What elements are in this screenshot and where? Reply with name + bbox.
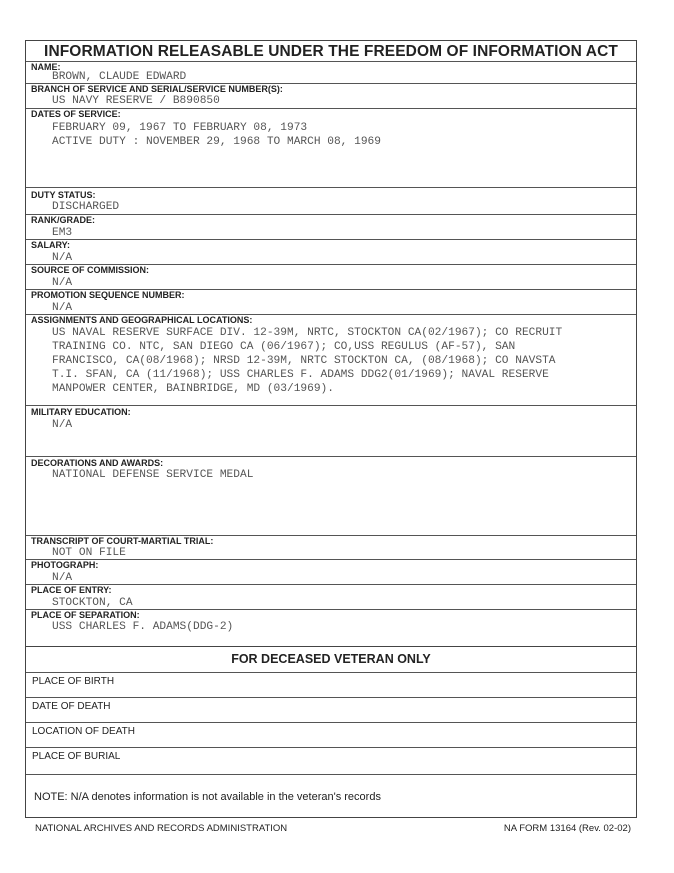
field-label: DECORATIONS AND AWARDS: [31,458,164,468]
field-location-of-death [26,722,636,747]
value-line: DISCHARGED [52,201,120,213]
value-line: EM3 [52,227,73,239]
field-duty-status [26,187,636,214]
field-dates-of-service [26,108,636,187]
date-of-death-label: DATE OF DEATH [32,701,111,712]
value-line: US NAVY RESERVE / B890850 [52,95,220,107]
field-value [52,276,72,290]
field-label: DATES OF SERVICE: [31,109,121,119]
value-line: ACTIVE DUTY : NOVEMBER 29, 1968 TO MARCH 08, 1969 [52,136,381,148]
field-value [52,94,220,108]
value-line: STOCKTON, CA [52,597,133,609]
location-of-death-label: LOCATION OF DEATH [32,726,135,737]
field-label: SALARY: [31,240,70,250]
field-source-of-commission [26,264,636,289]
field-value [52,546,126,560]
field-military-education [26,405,636,456]
value-line: TRAINING CO. NTC, SAN DIEGO CA (06/1967); CO,USS REGULUS (AF-57), SAN [52,341,516,353]
field-salary [26,239,636,264]
field-place-of-birth [26,672,636,697]
note-text: NOTE: N/A denotes information is not available in the veteran's records [34,791,381,803]
field-place-of-entry [26,584,636,609]
field-value [52,326,562,396]
value-line: NOT ON FILE [52,547,126,559]
value-line: N/A [52,277,73,289]
field-value [52,620,233,634]
value-line: N/A [52,252,73,264]
value-line: FRANCISCO, CA(08/1968); NRSD 12-39M, NRTC STOCKTON CA, (08/1968); CO NAVSTA [52,355,556,367]
note-section [26,774,636,818]
footer-form-number: NA FORM 13164 (Rev. 02-02) [503,823,631,834]
field-label: ASSIGNMENTS AND GEOGRAPHICAL LOCATIONS: [31,315,253,325]
field-branch [26,83,636,108]
value-line: US NAVAL RESERVE SURFACE DIV. 12-39M, NRTC, STOCKTON CA(02/1967); CO RECRUIT [52,327,563,339]
footer-agency: NATIONAL ARCHIVES AND RECORDS ADMINISTRATION [35,823,288,834]
field-value [52,226,72,240]
field-label: DUTY STATUS: [31,190,96,200]
field-value [52,200,119,214]
value-line: MANPOWER CENTER, BAINBRIDGE, MD (03/1969). [52,383,334,395]
field-label: PLACE OF SEPARATION: [31,610,140,620]
field-assignments [26,314,636,405]
field-place-of-separation [26,609,636,646]
field-label: SOURCE OF COMMISSION: [31,265,150,275]
field-label: PROMOTION SEQUENCE NUMBER: [31,290,185,300]
place-of-burial-label: PLACE OF BURIAL [32,751,121,762]
deceased-heading: FOR DECEASED VETERAN ONLY [231,652,431,666]
value-line: FEBRUARY 09, 1967 TO FEBRUARY 08, 1973 [52,122,308,134]
field-court-martial [26,535,636,559]
field-value [52,70,186,84]
value-line: N/A [52,302,73,314]
field-date-of-death [26,697,636,722]
field-label: RANK/GRADE: [31,215,95,225]
field-decorations [26,456,636,535]
field-name [26,61,636,83]
field-value [52,301,72,315]
field-value [52,251,72,265]
foia-form [25,40,637,818]
field-label: TRANSCRIPT OF COURT-MARTIAL TRIAL: [31,536,214,546]
value-line: N/A [52,419,73,431]
place-of-birth-label: PLACE OF BIRTH [32,676,115,687]
field-label: MILITARY EDUCATION: [31,407,131,417]
field-photograph [26,559,636,584]
field-place-of-burial [26,747,636,774]
field-value [52,468,253,482]
field-label: BRANCH OF SERVICE AND SERIAL/SERVICE NUMBER(S): [31,84,283,94]
field-label: PHOTOGRAPH: [31,560,99,570]
value-line: T.I. SFAN, CA (11/1968); USS CHARLES F. ADAMS DDG2(01/1969); NAVAL RESERVE [52,369,549,381]
field-value [52,596,133,610]
field-value [52,571,72,585]
field-rank-grade [26,214,636,239]
field-label: NAME: [31,62,61,72]
value-line: NATIONAL DEFENSE SERVICE MEDAL [52,469,254,481]
value-line: N/A [52,572,73,584]
field-label: PLACE OF ENTRY: [31,585,112,595]
value-line: BROWN, CLAUDE EDWARD [52,71,187,83]
form-title: INFORMATION RELEASABLE UNDER THE FREEDOM OF INFORMATION ACT [44,43,618,60]
value-line: USS CHARLES F. ADAMS(DDG-2) [52,621,234,633]
field-promotion-sequence [26,289,636,314]
deceased-section-header [26,646,636,672]
field-value [52,418,72,432]
field-value [52,121,381,149]
